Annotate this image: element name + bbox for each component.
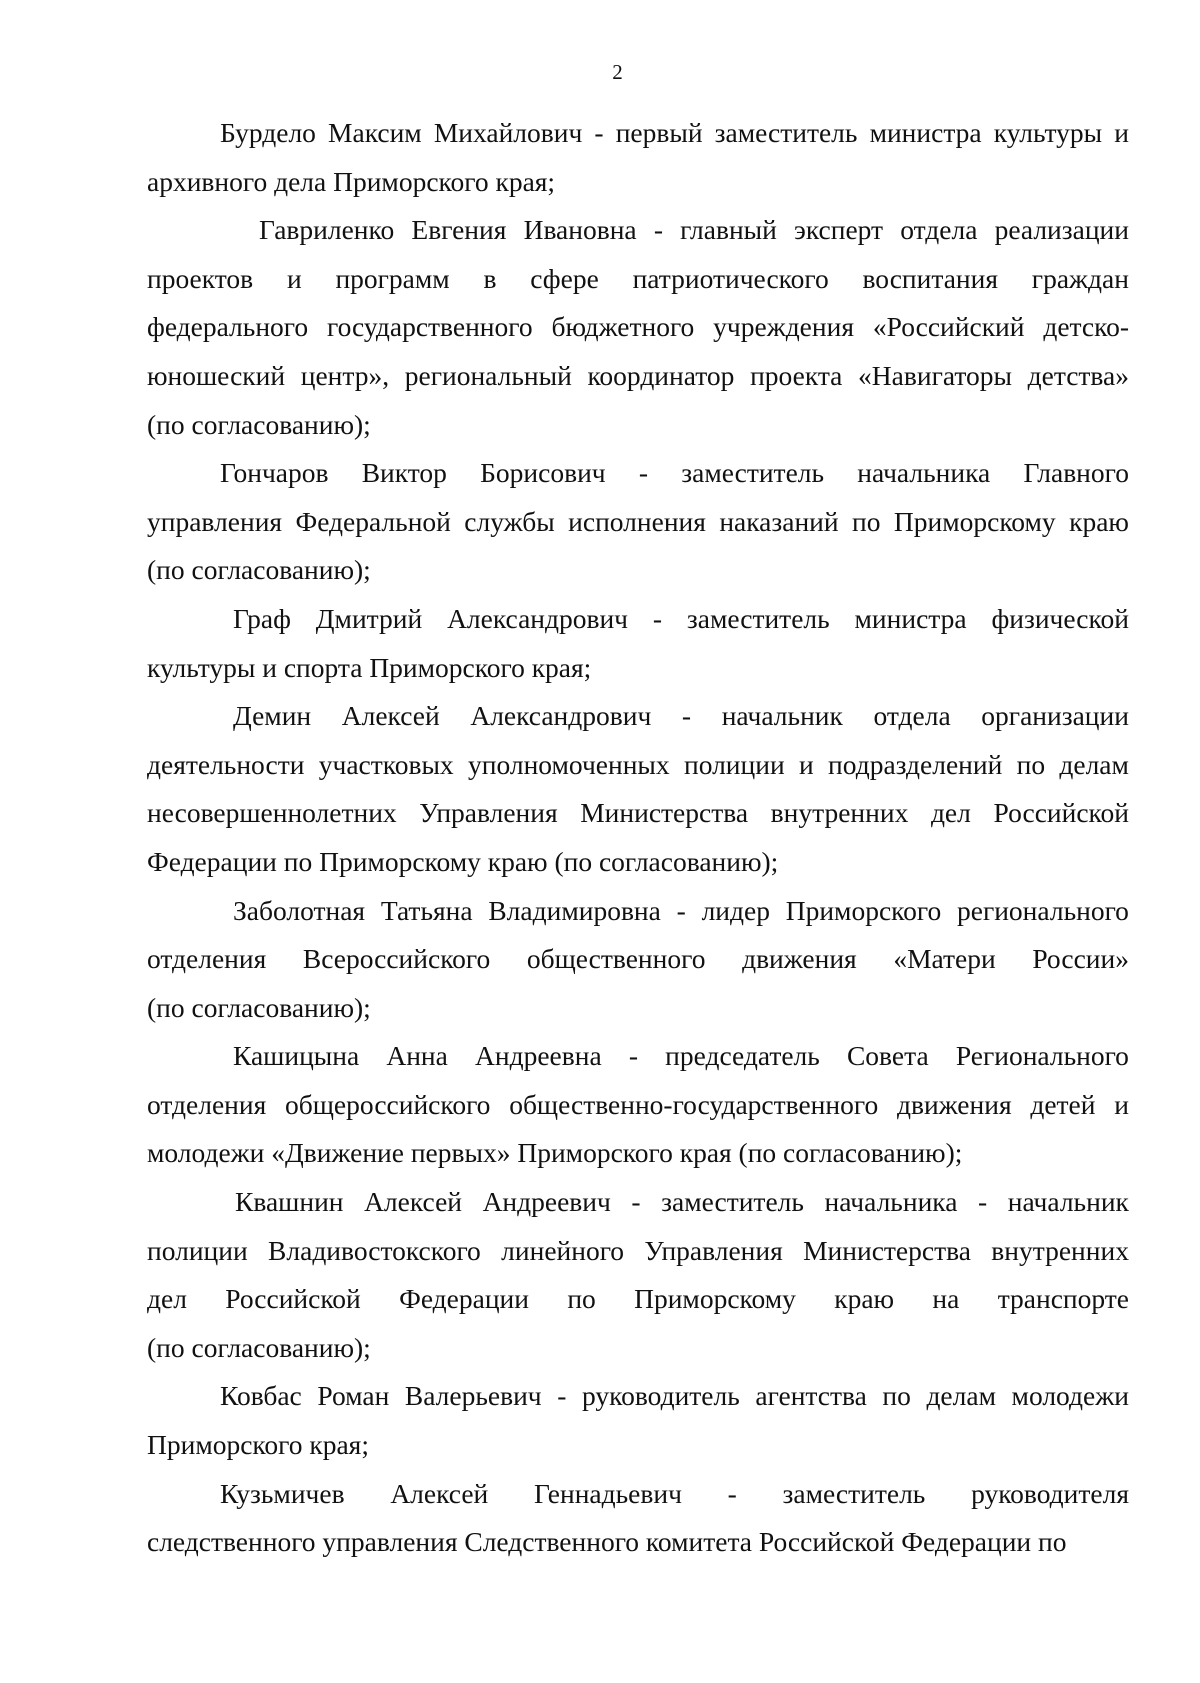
text-line: юношеский центр», региональный координатор проекта «Навигаторы детства» bbox=[147, 359, 1129, 391]
text-line: Федерации по Приморскому краю (по согласованию); bbox=[147, 845, 779, 877]
list-entry bbox=[147, 449, 1129, 595]
list-entry bbox=[147, 887, 1129, 1033]
text-line: культуры и спорта Приморского края; bbox=[147, 651, 592, 683]
text-line: дел Российской Федерации по Приморскому краю на транспорте bbox=[147, 1283, 1129, 1315]
text-line: Квашнин Алексей Андреевич - заместитель начальника - начальник bbox=[235, 1186, 1129, 1218]
list-entry bbox=[147, 1372, 1129, 1469]
text-line: отделения общероссийского общественно-государственного движения детей и bbox=[147, 1088, 1129, 1120]
text-line: молодежи «Движение первых» Приморского края (по согласованию); bbox=[147, 1137, 963, 1169]
text-line: Кашицына Анна Андреевна - председатель Совета Регионального bbox=[233, 1040, 1129, 1072]
list-entry bbox=[147, 1470, 1129, 1567]
text-line: Ковбас Роман Валерьевич - руководитель агентства по делам молодежи bbox=[220, 1380, 1129, 1412]
text-line: деятельности участковых уполномоченных полиции и подразделений по делам bbox=[147, 748, 1129, 780]
text-line: Кузьмичев Алексей Геннадьевич - заместитель руководителя bbox=[220, 1477, 1129, 1509]
text-line: федерального государственного бюджетного учреждения «Российский детско- bbox=[147, 311, 1129, 343]
text-line: (по согласованию); bbox=[147, 408, 371, 440]
text-line: Приморского края; bbox=[147, 1429, 369, 1461]
text-line: Граф Дмитрий Александрович - заместитель министра физической bbox=[233, 602, 1129, 634]
text-line: (по согласованию); bbox=[147, 1331, 371, 1363]
document-body bbox=[147, 109, 1129, 1567]
text-line: Бурдело Максим Михайлович - первый заместитель министра культуры и bbox=[220, 117, 1129, 148]
list-entry bbox=[147, 206, 1129, 449]
text-line: несовершеннолетних Управления Министерства внутренних дел Российской bbox=[147, 797, 1129, 829]
list-entry bbox=[147, 595, 1129, 692]
text-line: архивного дела Приморского края; bbox=[147, 165, 556, 197]
text-line: полиции Владивостокского линейного Управления Министерства внутренних bbox=[147, 1234, 1129, 1266]
text-line: проектов и программ в сфере патриотического воспитания граждан bbox=[147, 262, 1129, 294]
list-entry bbox=[147, 1178, 1129, 1372]
list-entry bbox=[147, 1032, 1129, 1178]
list-entry bbox=[147, 109, 1129, 206]
text-line: Заболотная Татьяна Владимировна - лидер Приморского регионального bbox=[233, 894, 1129, 926]
text-line: следственного управления Следственного комитета Российской Федерации по bbox=[147, 1526, 1067, 1558]
text-line: управления Федеральной службы исполнения наказаний по Приморскому краю bbox=[147, 505, 1129, 537]
text-line: (по согласованию); bbox=[147, 991, 371, 1023]
text-line: отделения Всероссийского общественного движения «Матери России» bbox=[147, 943, 1129, 975]
text-line: (по согласованию); bbox=[147, 554, 371, 586]
text-line: Гончаров Виктор Борисович - заместитель начальника Главного bbox=[220, 457, 1129, 489]
text-line: Гавриленко Евгения Ивановна - главный эксперт отдела реализации bbox=[259, 214, 1129, 246]
text-line: Демин Алексей Александрович - начальник отдела организации bbox=[233, 700, 1129, 732]
list-entry bbox=[147, 692, 1129, 886]
page-number: 2 bbox=[612, 60, 623, 84]
